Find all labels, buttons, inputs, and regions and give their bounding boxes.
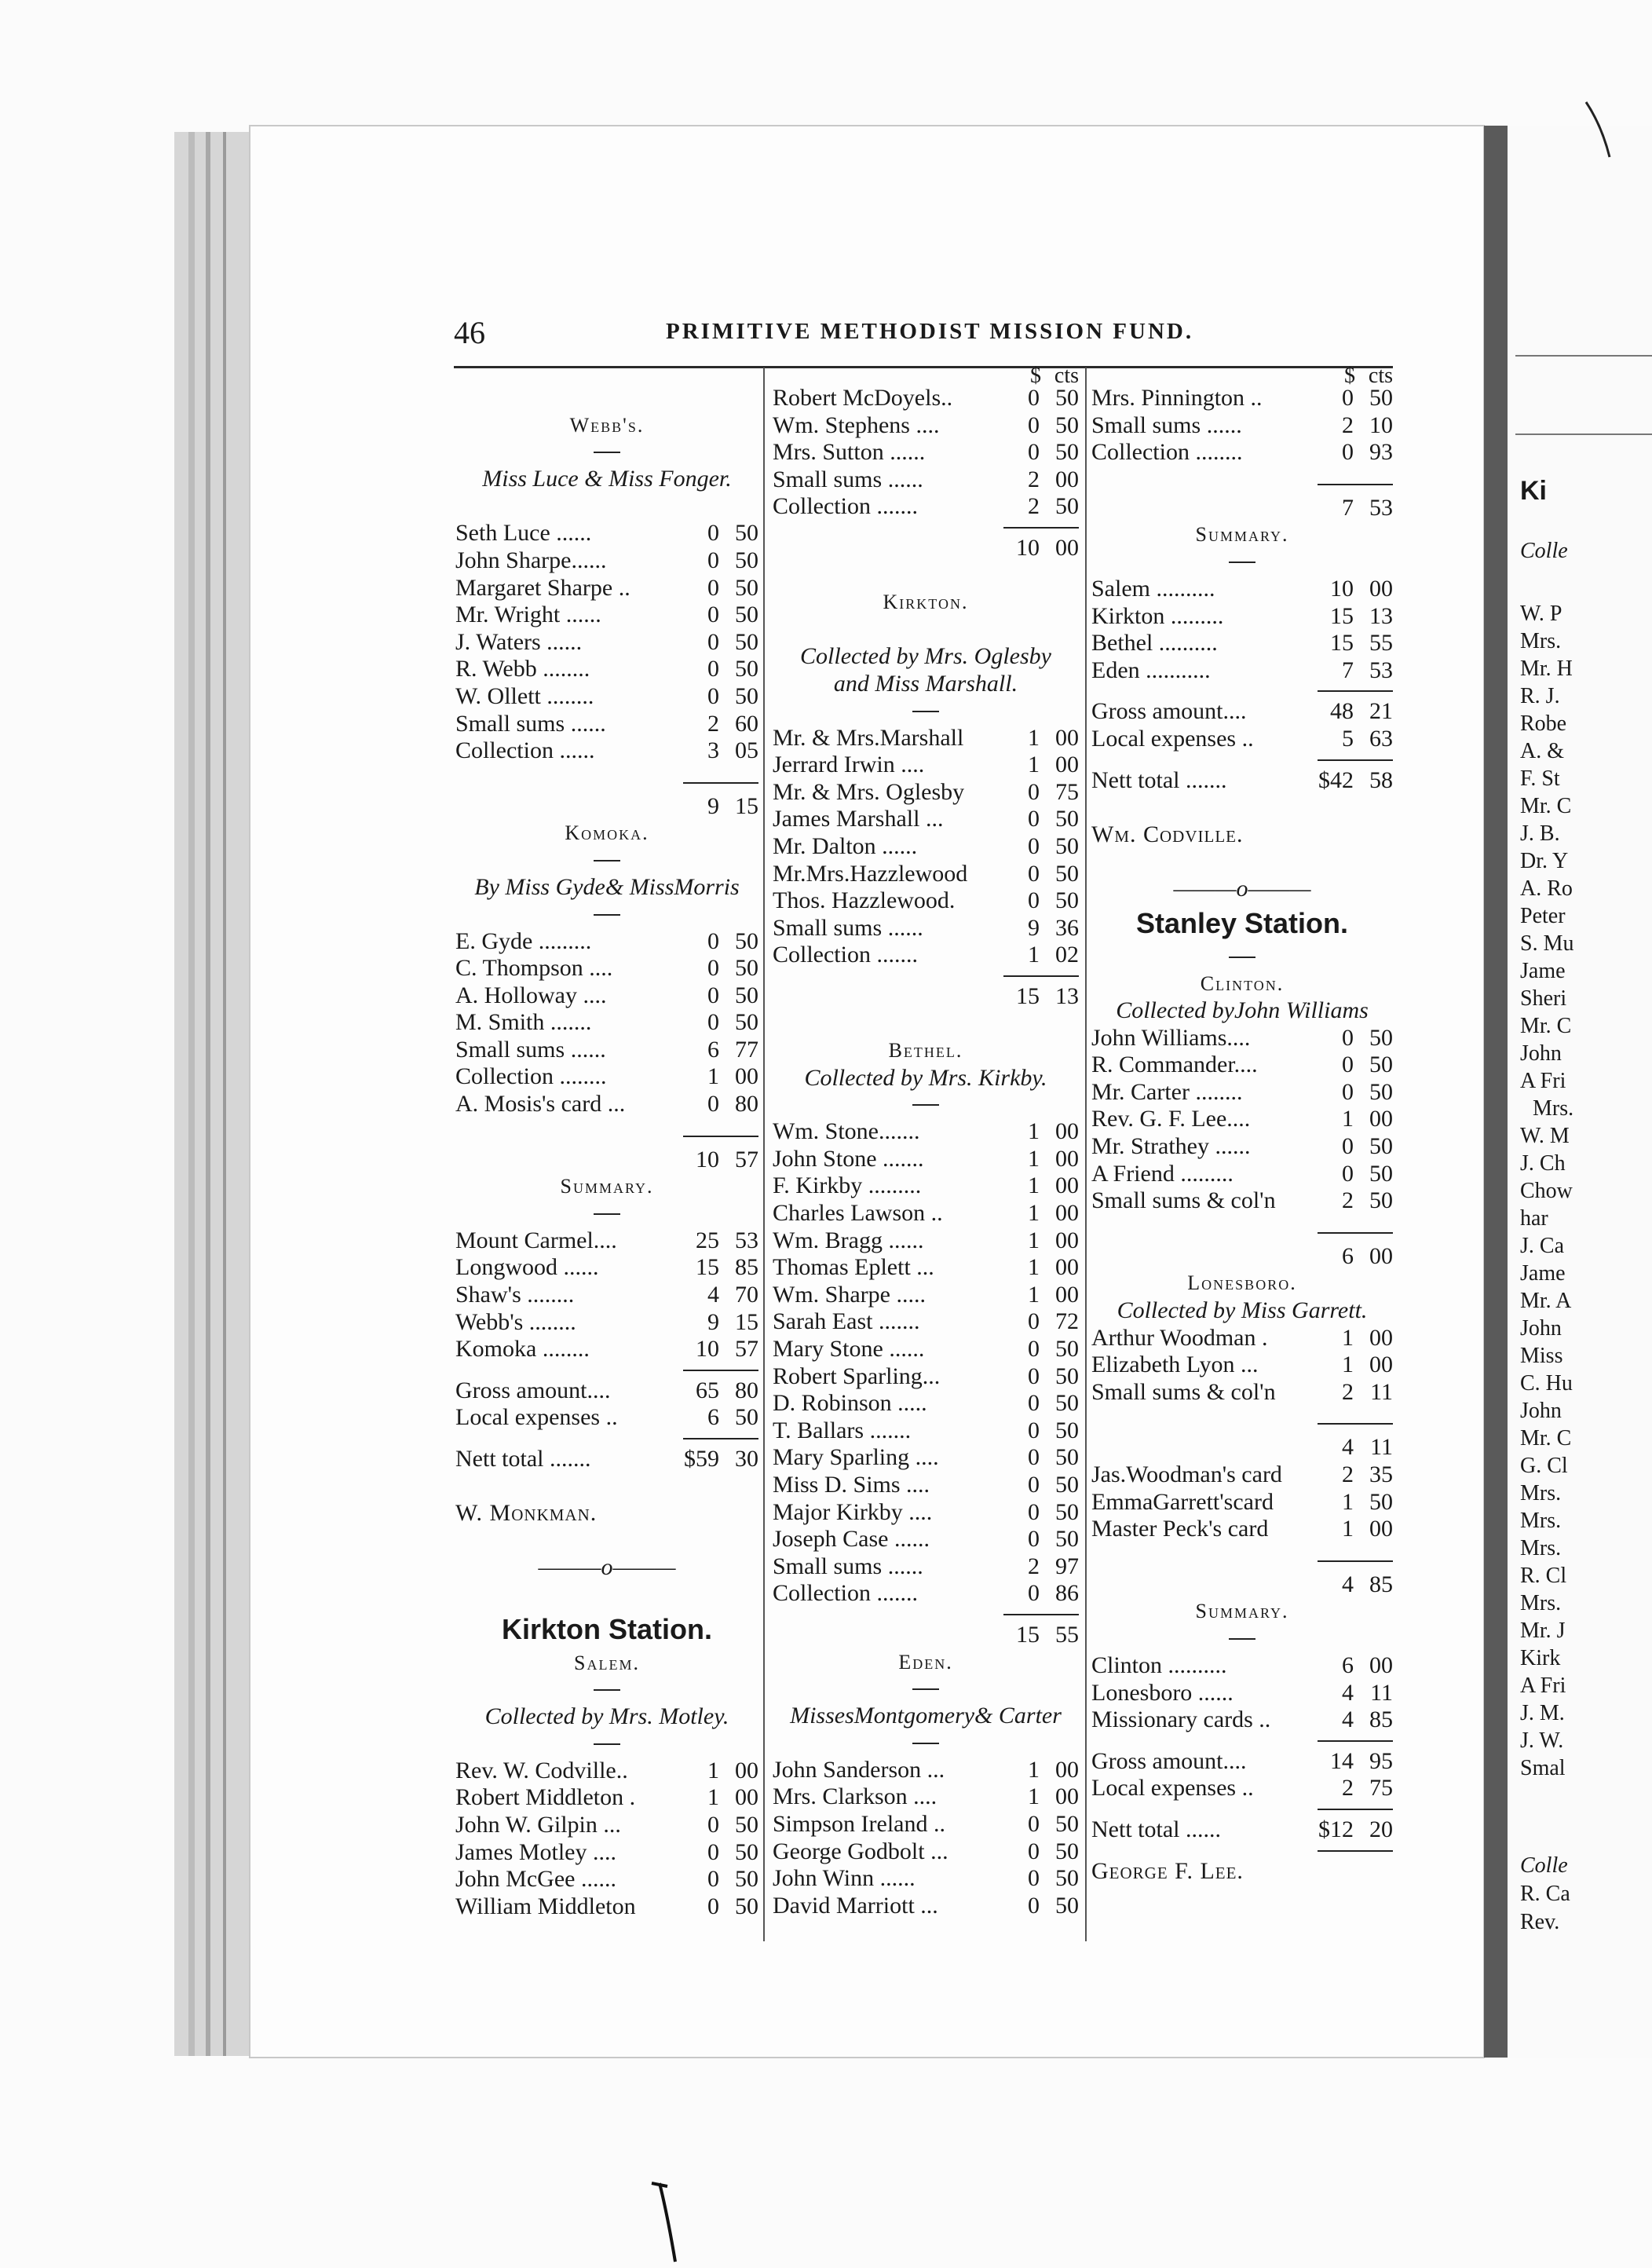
eden-total: 7 53 — [1342, 494, 1393, 521]
list-item: Collection ........ 0 93 — [1091, 439, 1393, 466]
gross-amount: Gross amount.... 65 80 — [455, 1377, 758, 1403]
divider-dash — [1229, 957, 1255, 958]
list-item: Mr. & Mrs.Marshall 1 00 — [773, 724, 1079, 751]
column-3 — [1091, 363, 1393, 1885]
facing-page-text: W. P — [1520, 602, 1562, 626]
list-item: Collection ....... 2 50 — [773, 493, 1079, 520]
list-item: Jerrard Irwin .... 1 00 — [773, 752, 1079, 778]
list-item: Collection ....... 0 86 — [773, 1580, 1079, 1607]
facing-page-text: A Fri — [1520, 1069, 1566, 1093]
komoka-heading: Komoka. — [565, 821, 649, 845]
facing-page-text: A. Ro — [1520, 876, 1573, 901]
list-item: A Friend ......... 0 50 — [1091, 1160, 1393, 1187]
list-item: Shaw's ........ 4 70 — [455, 1282, 758, 1308]
facing-page-text: Kirk — [1520, 1646, 1561, 1670]
kirkton-list — [773, 725, 1079, 969]
list-item: Small sums & col'n 2 50 — [1091, 1187, 1393, 1214]
list-item: A. Holloway .... 0 50 — [455, 982, 758, 1008]
webbs-heading: Webb's. — [569, 413, 645, 437]
station-title: Stanley Station. — [1135, 906, 1349, 939]
column-1 — [455, 385, 758, 1920]
bethel-heading: Bethel. — [888, 1039, 963, 1063]
facing-page-fragment — [1492, 126, 1652, 2010]
list-item: Robert Sparling... 0 50 — [773, 1363, 1079, 1389]
page-header — [454, 314, 1647, 361]
total-rule — [773, 969, 1079, 983]
facing-page-text: Rev. — [1520, 1910, 1560, 1934]
facing-page-text: R. Cl — [1520, 1564, 1567, 1588]
salem-list — [455, 1758, 758, 1921]
list-item: William Middleton 0 50 — [455, 1893, 758, 1919]
signature: W. Monkman. — [455, 1500, 598, 1527]
facing-page-text: Sheri — [1520, 986, 1567, 1011]
station-title: Kirkton Station. — [502, 1612, 712, 1645]
summary-heading: Summary. — [560, 1175, 654, 1198]
list-item: John Williams.... 0 50 — [1091, 1024, 1393, 1051]
facing-page-text: Miss — [1520, 1344, 1563, 1368]
facing-page-text: J. Ch — [1520, 1151, 1566, 1176]
facing-page-text: G. Cl — [1520, 1454, 1568, 1478]
list-item: John Sanderson ... 1 00 — [773, 1756, 1079, 1783]
list-item: John Winn ...... 0 50 — [773, 1865, 1079, 1892]
summary-list — [455, 1227, 758, 1363]
facing-page-text: John — [1520, 1041, 1562, 1066]
facing-page-rule — [1515, 433, 1652, 435]
clinton-collector: Collected byJohn Williams — [1116, 997, 1369, 1024]
eden-list — [773, 1757, 1079, 1920]
salem-total: 10 00 — [1016, 534, 1079, 561]
divider-dash — [594, 1213, 620, 1215]
facing-page-text: J. W. — [1520, 1728, 1564, 1753]
list-item: James Motley .... 0 50 — [455, 1838, 758, 1865]
facing-page-text: Mrs. — [1520, 1509, 1562, 1533]
list-item: Arthur Woodman . 1 00 — [1091, 1324, 1393, 1351]
bethel-total: 15 55 — [1016, 1621, 1079, 1648]
list-item: Webb's ........ 9 15 — [455, 1308, 758, 1335]
summary-heading: Summary. — [1195, 1600, 1289, 1623]
list-item: Wm. Stone....... 1 00 — [773, 1118, 1079, 1145]
facing-page-text: C. Hu — [1520, 1371, 1573, 1396]
list-item: Small sums ...... 2 10 — [1091, 412, 1393, 438]
signature: George F. Lee. — [1091, 1857, 1244, 1884]
divider-dash — [1229, 1638, 1255, 1640]
column-divider-1 — [763, 368, 765, 1941]
facing-page-text: Mrs. — [1520, 1481, 1562, 1505]
facing-page-text: F. St — [1520, 766, 1560, 791]
total-rule — [773, 521, 1079, 535]
divider-dash — [594, 452, 620, 453]
list-item: Collection ....... 1 02 — [773, 942, 1079, 968]
facing-page-text: Mr. C — [1520, 794, 1572, 818]
facing-page-text: Ki — [1520, 476, 1547, 506]
list-item: Lonesboro ...... 4 11 — [1091, 1679, 1393, 1706]
facing-page-text: R. Ca — [1520, 1882, 1570, 1906]
facing-page-text: S. Mu — [1520, 931, 1574, 956]
list-item: Mr. Strathey ...... 0 50 — [1091, 1133, 1393, 1160]
lonesboro-collector: Collected by Miss Garrett. — [1117, 1297, 1368, 1324]
list-item: George Godbolt ... 0 50 — [773, 1838, 1079, 1864]
facing-page-text: Mrs. — [1520, 629, 1562, 653]
facing-page-text: John — [1520, 1316, 1562, 1341]
list-item: R. Commander.... 0 50 — [1091, 1052, 1393, 1078]
facing-page-text: A. & — [1520, 739, 1564, 763]
total-rule — [1091, 684, 1393, 698]
clinton-heading: Clinton. — [1200, 971, 1285, 995]
list-item: John Sharpe...... 0 50 — [455, 547, 758, 573]
list-item: Charles Lawson .. 1 00 — [773, 1200, 1079, 1227]
list-item: Komoka ........ 10 57 — [455, 1336, 758, 1363]
facing-page-text: Mr. A — [1520, 1289, 1572, 1313]
list-item: Mr. Carter ........ 0 50 — [1091, 1078, 1393, 1105]
local-expenses: Local expenses .. 2 75 — [1091, 1775, 1393, 1802]
list-item: D. Robinson ..... 0 50 — [773, 1390, 1079, 1417]
local-expenses: Local expenses .. 6 50 — [455, 1404, 758, 1431]
list-item: Clinton .......... 6 00 — [1091, 1652, 1393, 1678]
list-item: Sarah East ....... 0 72 — [773, 1308, 1079, 1335]
eden-collector: MissesMontgomery& Carter — [790, 1703, 1062, 1729]
list-item: Small sums ...... 2 00 — [773, 466, 1079, 492]
divider-dash — [912, 1688, 939, 1690]
list-item: Thomas Eplett ... 1 00 — [773, 1254, 1079, 1281]
list-item: David Marriott ... 0 50 — [773, 1892, 1079, 1919]
salem-continued-list — [773, 385, 1079, 521]
list-item: Longwood ...... 15 85 — [455, 1254, 758, 1281]
eden-continued-list — [1091, 385, 1393, 466]
cards-total: 4 85 — [1342, 1571, 1393, 1597]
summary-list — [1091, 1652, 1393, 1734]
list-item: C. Thompson .... 0 50 — [455, 955, 758, 982]
lonesboro-list — [1091, 1325, 1393, 1407]
list-item: Small sums ...... 2 97 — [773, 1553, 1079, 1579]
facing-page-text: Peter — [1520, 904, 1566, 928]
facing-page-text: Mr. J — [1520, 1619, 1566, 1643]
divider-dash — [912, 711, 939, 712]
list-item: Margaret Sharpe .. 0 50 — [455, 574, 758, 601]
list-item: Collection ........ 1 00 — [455, 1063, 758, 1090]
list-item: James Marshall ... 0 50 — [773, 806, 1079, 832]
currency-header: $ cts — [1344, 364, 1393, 388]
facing-page-text: J. B. — [1520, 821, 1560, 846]
list-item: Elizabeth Lyon ... 1 00 — [1091, 1352, 1393, 1378]
list-item: Small sums ...... 2 60 — [455, 710, 758, 737]
list-item: Collection ...... 3 05 — [455, 737, 758, 764]
facing-page-text: J. M. — [1520, 1701, 1565, 1725]
list-item: R. Webb ........ 0 50 — [455, 656, 758, 682]
list-item: Mrs. Sutton ...... 0 50 — [773, 439, 1079, 466]
list-item: Mrs. Pinnington .. 0 50 — [1091, 385, 1393, 411]
list-item: Small sums & col'n 2 11 — [1091, 1378, 1393, 1405]
facing-page-text: R. J. — [1520, 684, 1560, 708]
komoka-collector: By Miss Gyde& MissMorris — [474, 873, 740, 900]
salem-collector: Collected by Mrs. Motley. — [484, 1703, 729, 1730]
facing-page-text: Mr. C — [1520, 1014, 1572, 1038]
ornament-divider: ———o——— — [538, 1554, 676, 1581]
running-title: PRIMITIVE METHODIST MISSION FUND. — [666, 319, 1194, 344]
facing-page-text: Robe — [1520, 711, 1567, 736]
lonesboro-total: 4 11 — [1342, 1434, 1393, 1461]
list-item: Eden ........... 7 53 — [1091, 657, 1393, 683]
kirkton-collector-line-2: and Miss Marshall. — [833, 670, 1018, 697]
kirkton-heading: Kirkton. — [883, 591, 969, 614]
divider-dash — [594, 914, 620, 916]
total-rule — [1091, 1543, 1393, 1571]
gross-amount: Gross amount.... 14 95 — [1091, 1747, 1393, 1774]
signature: Wm. Codville. — [1091, 821, 1244, 847]
bethel-collector: Collected by Mrs. Kirkby. — [804, 1064, 1047, 1091]
lonesboro-heading: Lonesboro. — [1187, 1271, 1297, 1295]
list-item: Joseph Case ...... 0 50 — [773, 1526, 1079, 1553]
facing-page-text: har — [1520, 1206, 1548, 1231]
divider-dash — [594, 1689, 620, 1691]
nett-total: Nett total ....... $42 58 — [1091, 766, 1393, 793]
summary-list — [1091, 576, 1393, 684]
facing-page-text: Mrs. — [1520, 1591, 1562, 1615]
list-item: Thos. Hazzlewood. 0 50 — [773, 887, 1079, 914]
facing-page-text: John — [1520, 1399, 1562, 1423]
total-rule — [455, 1363, 758, 1377]
list-item: Mr. Wright ...... 0 50 — [455, 602, 758, 628]
list-item: Wm. Stephens .... 0 50 — [773, 412, 1079, 438]
column-2 — [773, 363, 1079, 1919]
eden-heading: Eden. — [898, 1650, 953, 1674]
facing-page-text: Colle — [1520, 1853, 1568, 1878]
total-rule — [1091, 753, 1393, 767]
ornament-divider: ———o——— — [1173, 875, 1311, 902]
local-expenses: Local expenses .. 5 63 — [1091, 725, 1393, 752]
nett-total: Nett total ...... $12 20 — [1091, 1816, 1393, 1842]
total-rule — [1091, 1844, 1393, 1858]
list-item: A. Mosis's card ... 0 80 — [455, 1091, 758, 1118]
list-item: M. Smith ....... 0 50 — [455, 1009, 758, 1036]
total-rule — [1091, 1406, 1393, 1434]
total-rule — [1091, 466, 1393, 495]
list-item: Kirkton ......... 15 13 — [1091, 602, 1393, 629]
facing-page-text: J. Ca — [1520, 1234, 1564, 1258]
list-item: Major Kirkby .... 0 50 — [773, 1498, 1079, 1525]
page-number: 46 — [454, 315, 485, 350]
facing-page-text: Dr. Y — [1520, 849, 1569, 873]
total-rule — [1091, 1802, 1393, 1816]
list-item: Master Peck's card 1 00 — [1091, 1516, 1393, 1542]
total-rule — [455, 1118, 758, 1147]
list-item: Seth Luce ...... 0 50 — [455, 520, 758, 547]
list-item: Small sums ...... 6 77 — [455, 1036, 758, 1063]
webbs-list — [455, 520, 758, 764]
list-item: Missionary cards .. 4 85 — [1091, 1706, 1393, 1733]
missionary-cards-list — [1091, 1461, 1393, 1543]
list-item: Wm. Sharpe ..... 1 00 — [773, 1281, 1079, 1308]
list-item: Mrs. Clarkson .... 1 00 — [773, 1783, 1079, 1810]
list-item: Mount Carmel.... 25 53 — [455, 1227, 758, 1253]
list-item: F. Kirkby ......... 1 00 — [773, 1172, 1079, 1199]
total-rule — [773, 1608, 1079, 1622]
bethel-list — [773, 1118, 1079, 1608]
salem-heading: Salem. — [574, 1651, 640, 1674]
list-item: John McGee ...... 0 50 — [455, 1866, 758, 1893]
clinton-total: 6 00 — [1342, 1242, 1393, 1269]
list-item: EmmaGarrett'scard 1 50 — [1091, 1488, 1393, 1515]
list-item: Mary Stone ...... 0 50 — [773, 1336, 1079, 1362]
list-item: Bethel .......... 15 55 — [1091, 630, 1393, 657]
list-item: Simpson Ireland .. 0 50 — [773, 1810, 1079, 1837]
list-item: Mr. Dalton ...... 0 50 — [773, 832, 1079, 859]
list-item: Mary Sparling .... 0 50 — [773, 1444, 1079, 1471]
facing-page-text: W. M — [1520, 1124, 1570, 1148]
komoka-total: 10 57 — [696, 1146, 758, 1172]
list-item: Mr. & Mrs. Oglesby 0 75 — [773, 778, 1079, 805]
currency-header: $ cts — [1030, 364, 1079, 388]
list-item: John Stone ....... 1 00 — [773, 1145, 1079, 1172]
facing-page-text: Mr. C — [1520, 1426, 1572, 1450]
total-rule — [455, 1432, 758, 1446]
list-item: Jas.Woodman's card 2 35 — [1091, 1461, 1393, 1487]
list-item: Robert McDoyels.. 0 50 — [773, 385, 1079, 411]
divider-dash — [1229, 562, 1255, 563]
summary-heading: Summary. — [1195, 523, 1289, 547]
list-item: John W. Gilpin ... 0 50 — [455, 1811, 758, 1838]
list-item: Small sums ...... 9 36 — [773, 914, 1079, 941]
facing-page-text: Mrs. — [1533, 1096, 1574, 1121]
total-rule — [1091, 1215, 1393, 1243]
list-item: Rev. G. F. Lee.... 1 00 — [1091, 1106, 1393, 1132]
list-item: Salem .......... 10 00 — [1091, 575, 1393, 602]
webbs-total: 9 15 — [707, 792, 758, 819]
divider-dash — [594, 860, 620, 861]
webbs-collector: Miss Luce & Miss Fonger. — [482, 466, 732, 492]
list-item: W. Ollett ........ 0 50 — [455, 682, 758, 709]
kirkton-collector-line-1: Collected by Mrs. Oglesby — [800, 643, 1051, 670]
divider-dash — [912, 1104, 939, 1106]
facing-page-text: Jame — [1520, 959, 1566, 983]
komoka-list — [455, 928, 758, 1118]
divider-dash — [912, 1743, 939, 1744]
total-rule — [455, 765, 758, 793]
list-item: Robert Middleton . 1 00 — [455, 1784, 758, 1811]
column-divider-2 — [1085, 368, 1087, 1941]
list-item: Mr.Mrs.Hazzlewood 0 50 — [773, 860, 1079, 887]
list-item: Wm. Bragg ...... 1 00 — [773, 1227, 1079, 1253]
divider-dash — [594, 1743, 620, 1745]
list-item: T. Ballars ....... 0 50 — [773, 1417, 1079, 1443]
facing-page-text: Mrs. — [1520, 1536, 1562, 1560]
total-rule — [1091, 1734, 1393, 1748]
list-item: J. Waters ...... 0 50 — [455, 628, 758, 655]
facing-page-text: Smal — [1520, 1756, 1566, 1780]
facing-page-text: Colle — [1520, 539, 1568, 563]
list-item: E. Gyde ......... 0 50 — [455, 927, 758, 954]
facing-page-rule — [1515, 355, 1652, 357]
list-item: Miss D. Sims .... 0 50 — [773, 1471, 1079, 1498]
facing-page-text: Chow — [1520, 1179, 1573, 1203]
clinton-list — [1091, 1025, 1393, 1215]
list-item: Rev. W. Codville.. 1 00 — [455, 1757, 758, 1783]
nett-total: Nett total ....... $59 30 — [455, 1446, 758, 1472]
facing-page-text: A Fri — [1520, 1674, 1566, 1698]
kirkton-total: 15 13 — [1016, 982, 1079, 1009]
facing-page-text: Jame — [1520, 1261, 1566, 1286]
facing-page-text: Mr. H — [1520, 657, 1573, 681]
gross-amount: Gross amount.... 48 21 — [1091, 698, 1393, 725]
